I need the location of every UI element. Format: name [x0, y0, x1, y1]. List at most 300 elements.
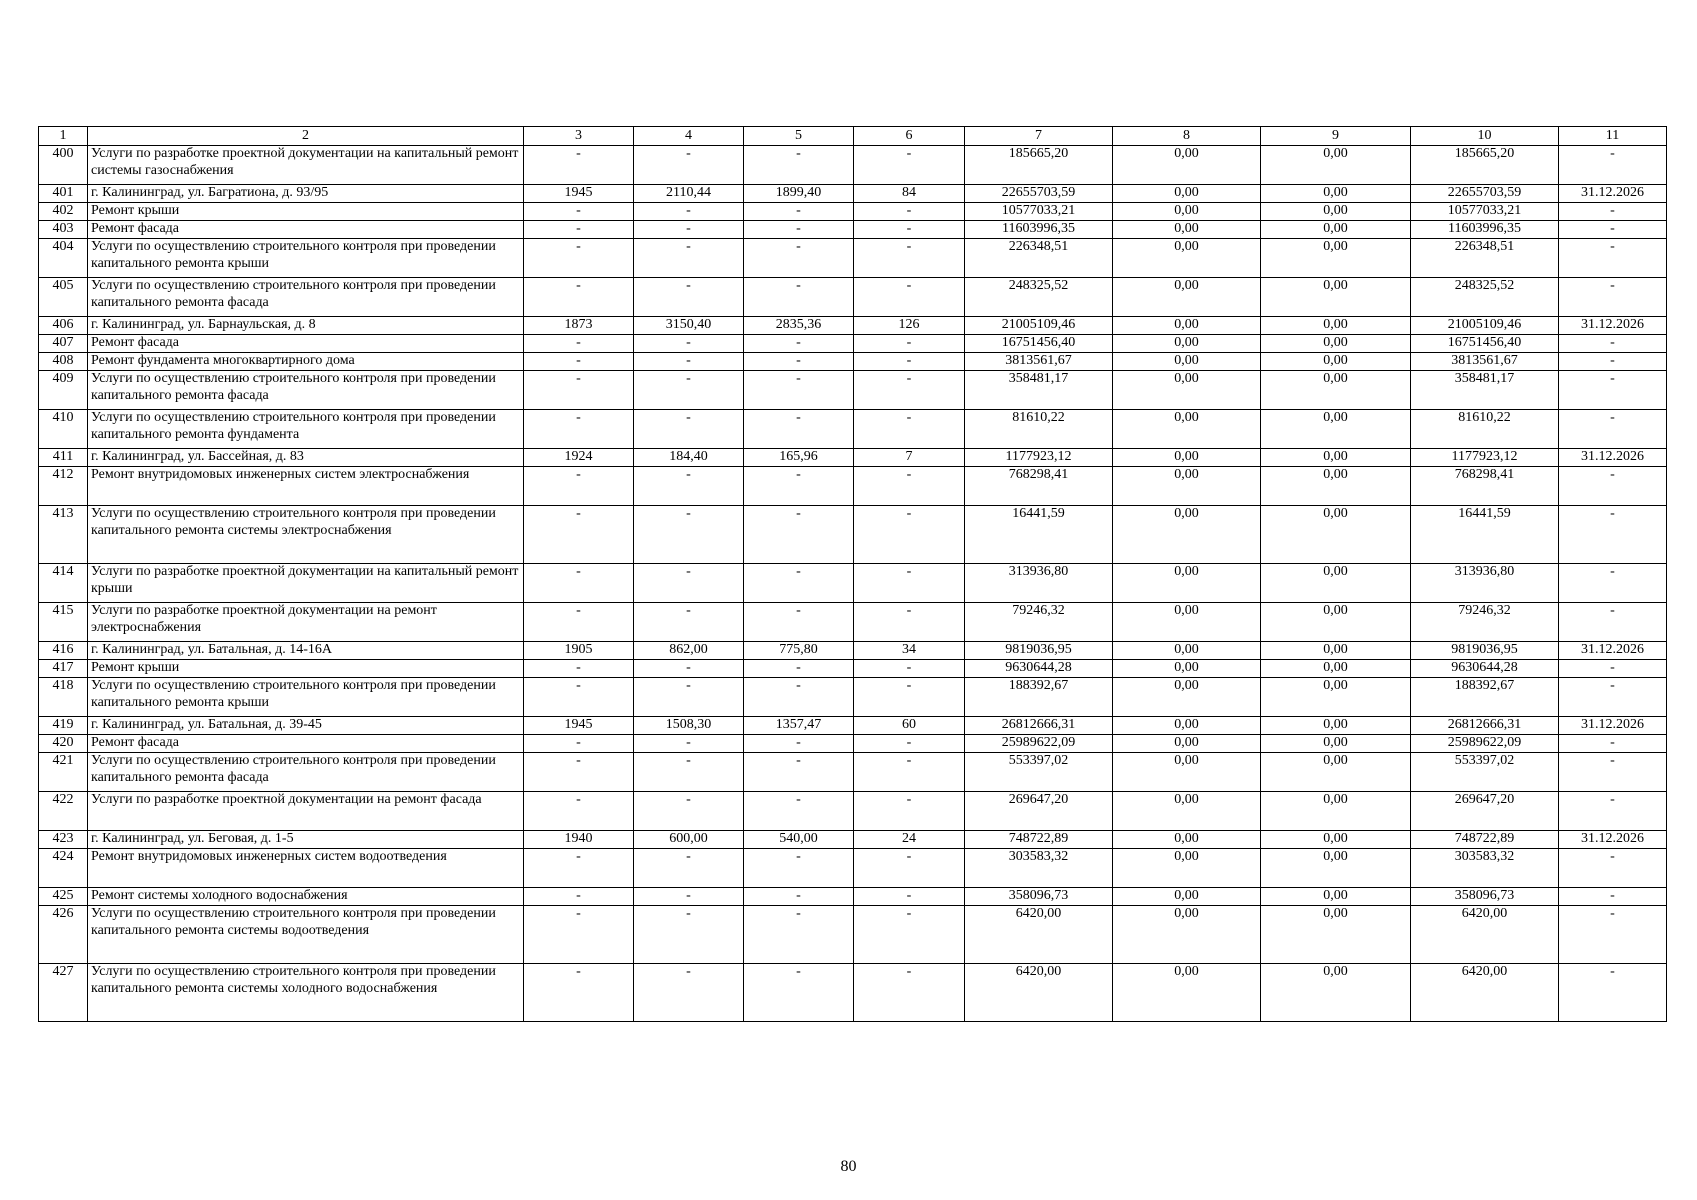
- deadline-cell: -: [1559, 888, 1667, 906]
- fund-cell: 0,00: [1113, 735, 1261, 753]
- residents-cell: -: [854, 849, 965, 888]
- owners-cell: 303583,32: [1411, 849, 1559, 888]
- year-cell: 1945: [524, 185, 634, 203]
- fund-cell: 0,00: [1113, 317, 1261, 335]
- description-cell: Услуги по осуществлению строительного контроля при проведении капитального ремонта системы водоотведения: [88, 906, 524, 964]
- owners-cell: 9819036,95: [1411, 642, 1559, 660]
- column-header: 4: [634, 127, 744, 146]
- description-cell: г. Калининград, ул. Батальная, д. 14-16А: [88, 642, 524, 660]
- cost-total-cell: 6420,00: [965, 906, 1113, 964]
- fund-cell: 0,00: [1113, 239, 1261, 278]
- description-cell: г. Калининград, ул. Багратиона, д. 93/95: [88, 185, 524, 203]
- area-living-cell: -: [744, 506, 854, 564]
- area-total-cell: -: [634, 221, 744, 239]
- cost-total-cell: 9630644,28: [965, 660, 1113, 678]
- column-header: 2: [88, 127, 524, 146]
- cost-total-cell: 81610,22: [965, 410, 1113, 449]
- year-cell: -: [524, 564, 634, 603]
- column-header: 7: [965, 127, 1113, 146]
- description-cell: Ремонт фасада: [88, 221, 524, 239]
- description-cell: Ремонт фасада: [88, 335, 524, 353]
- area-living-cell: 2835,36: [744, 317, 854, 335]
- area-living-cell: 775,80: [744, 642, 854, 660]
- budget-cell: 0,00: [1261, 660, 1411, 678]
- residents-cell: -: [854, 335, 965, 353]
- deadline-cell: 31.12.2026: [1559, 717, 1667, 735]
- fund-cell: 0,00: [1113, 906, 1261, 964]
- cost-total-cell: 269647,20: [965, 792, 1113, 831]
- residents-cell: 126: [854, 317, 965, 335]
- owners-cell: 269647,20: [1411, 792, 1559, 831]
- residents-cell: 7: [854, 449, 965, 467]
- year-cell: 1945: [524, 717, 634, 735]
- owners-cell: 11603996,35: [1411, 221, 1559, 239]
- area-living-cell: 540,00: [744, 831, 854, 849]
- residents-cell: -: [854, 888, 965, 906]
- table-row: [39, 221, 1667, 239]
- residents-cell: -: [854, 660, 965, 678]
- description-cell: Услуги по осуществлению строительного контроля при проведении капитального ремонта системы холодного водоснабжения: [88, 964, 524, 1022]
- table-row: [39, 678, 1667, 717]
- cost-total-cell: 185665,20: [965, 146, 1113, 185]
- table-row: [39, 467, 1667, 506]
- description-cell: Услуги по осуществлению строительного контроля при проведении капитального ремонта системы электроснабжения: [88, 506, 524, 564]
- fund-cell: 0,00: [1113, 203, 1261, 221]
- deadline-cell: -: [1559, 371, 1667, 410]
- description-cell: г. Калининград, ул. Барнаульская, д. 8: [88, 317, 524, 335]
- deadline-cell: 31.12.2026: [1559, 642, 1667, 660]
- year-cell: -: [524, 906, 634, 964]
- cost-total-cell: 22655703,59: [965, 185, 1113, 203]
- budget-cell: 0,00: [1261, 792, 1411, 831]
- year-cell: -: [524, 410, 634, 449]
- cost-total-cell: 358481,17: [965, 371, 1113, 410]
- deadline-cell: -: [1559, 753, 1667, 792]
- area-living-cell: -: [744, 888, 854, 906]
- year-cell: -: [524, 792, 634, 831]
- deadline-cell: -: [1559, 660, 1667, 678]
- residents-cell: -: [854, 467, 965, 506]
- owners-cell: 6420,00: [1411, 964, 1559, 1022]
- table-row: [39, 146, 1667, 185]
- area-total-cell: 862,00: [634, 642, 744, 660]
- deadline-cell: 31.12.2026: [1559, 831, 1667, 849]
- area-living-cell: -: [744, 146, 854, 185]
- owners-cell: 1177923,12: [1411, 449, 1559, 467]
- residents-cell: 60: [854, 717, 965, 735]
- cost-total-cell: 9819036,95: [965, 642, 1113, 660]
- owners-cell: 6420,00: [1411, 906, 1559, 964]
- area-total-cell: -: [634, 906, 744, 964]
- owners-cell: 21005109,46: [1411, 317, 1559, 335]
- residents-cell: 24: [854, 831, 965, 849]
- area-living-cell: 1899,40: [744, 185, 854, 203]
- row-number-cell: 423: [39, 831, 88, 849]
- row-number-cell: 411: [39, 449, 88, 467]
- budget-cell: 0,00: [1261, 449, 1411, 467]
- row-number-cell: 409: [39, 371, 88, 410]
- description-cell: Услуги по осуществлению строительного контроля при проведении капитального ремонта фасада: [88, 371, 524, 410]
- description-cell: Услуги по осуществлению строительного контроля при проведении капитального ремонта крыши: [88, 239, 524, 278]
- area-total-cell: -: [634, 146, 744, 185]
- owners-cell: 748722,89: [1411, 831, 1559, 849]
- residents-cell: -: [854, 964, 965, 1022]
- table-row: [39, 906, 1667, 964]
- owners-cell: 313936,80: [1411, 564, 1559, 603]
- description-cell: г. Калининград, ул. Беговая, д. 1-5: [88, 831, 524, 849]
- owners-cell: 25989622,09: [1411, 735, 1559, 753]
- area-total-cell: -: [634, 792, 744, 831]
- budget-cell: 0,00: [1261, 221, 1411, 239]
- year-cell: -: [524, 278, 634, 317]
- year-cell: -: [524, 467, 634, 506]
- cost-total-cell: 11603996,35: [965, 221, 1113, 239]
- deadline-cell: -: [1559, 221, 1667, 239]
- area-living-cell: -: [744, 371, 854, 410]
- year-cell: -: [524, 753, 634, 792]
- residents-cell: -: [854, 753, 965, 792]
- residents-cell: -: [854, 371, 965, 410]
- owners-cell: 248325,52: [1411, 278, 1559, 317]
- row-number-cell: 414: [39, 564, 88, 603]
- description-cell: Ремонт фасада: [88, 735, 524, 753]
- table-row: [39, 964, 1667, 1022]
- fund-cell: 0,00: [1113, 371, 1261, 410]
- area-living-cell: -: [744, 603, 854, 642]
- description-cell: Услуги по осуществлению строительного контроля при проведении капитального ремонта крыши: [88, 678, 524, 717]
- budget-cell: 0,00: [1261, 735, 1411, 753]
- area-total-cell: -: [634, 335, 744, 353]
- column-header: 5: [744, 127, 854, 146]
- year-cell: -: [524, 603, 634, 642]
- deadline-cell: -: [1559, 410, 1667, 449]
- year-cell: -: [524, 371, 634, 410]
- area-total-cell: -: [634, 964, 744, 1022]
- cost-total-cell: 226348,51: [965, 239, 1113, 278]
- owners-cell: 226348,51: [1411, 239, 1559, 278]
- residents-cell: 84: [854, 185, 965, 203]
- row-number-cell: 413: [39, 506, 88, 564]
- owners-cell: 22655703,59: [1411, 185, 1559, 203]
- fund-cell: 0,00: [1113, 449, 1261, 467]
- table-row: [39, 735, 1667, 753]
- budget-cell: 0,00: [1261, 603, 1411, 642]
- residents-cell: -: [854, 410, 965, 449]
- year-cell: -: [524, 849, 634, 888]
- cost-total-cell: 1177923,12: [965, 449, 1113, 467]
- fund-cell: 0,00: [1113, 753, 1261, 792]
- description-cell: Услуги по осуществлению строительного контроля при проведении капитального ремонта фасада: [88, 753, 524, 792]
- fund-cell: 0,00: [1113, 792, 1261, 831]
- deadline-cell: -: [1559, 335, 1667, 353]
- owners-cell: 16751456,40: [1411, 335, 1559, 353]
- row-number-cell: 402: [39, 203, 88, 221]
- cost-total-cell: 3813561,67: [965, 353, 1113, 371]
- area-total-cell: -: [634, 239, 744, 278]
- area-living-cell: -: [744, 660, 854, 678]
- table-row: [39, 371, 1667, 410]
- residents-cell: -: [854, 203, 965, 221]
- area-total-cell: -: [634, 753, 744, 792]
- budget-cell: 0,00: [1261, 185, 1411, 203]
- area-living-cell: -: [744, 964, 854, 1022]
- area-living-cell: -: [744, 564, 854, 603]
- deadline-cell: -: [1559, 467, 1667, 506]
- fund-cell: 0,00: [1113, 642, 1261, 660]
- year-cell: -: [524, 660, 634, 678]
- row-number-cell: 412: [39, 467, 88, 506]
- deadline-cell: -: [1559, 964, 1667, 1022]
- table-row: [39, 753, 1667, 792]
- area-living-cell: -: [744, 849, 854, 888]
- budget-cell: 0,00: [1261, 278, 1411, 317]
- area-living-cell: -: [744, 335, 854, 353]
- fund-cell: 0,00: [1113, 849, 1261, 888]
- deadline-cell: -: [1559, 203, 1667, 221]
- cost-total-cell: 313936,80: [965, 564, 1113, 603]
- table-header-row: [39, 127, 1667, 146]
- fund-cell: 0,00: [1113, 660, 1261, 678]
- fund-cell: 0,00: [1113, 353, 1261, 371]
- area-total-cell: -: [634, 888, 744, 906]
- deadline-cell: -: [1559, 678, 1667, 717]
- area-total-cell: 184,40: [634, 449, 744, 467]
- residents-cell: -: [854, 278, 965, 317]
- table-row: [39, 564, 1667, 603]
- deadline-cell: -: [1559, 239, 1667, 278]
- area-living-cell: -: [744, 735, 854, 753]
- table-row: [39, 849, 1667, 888]
- residents-cell: -: [854, 239, 965, 278]
- cost-total-cell: 79246,32: [965, 603, 1113, 642]
- budget-cell: 0,00: [1261, 146, 1411, 185]
- table-row: [39, 717, 1667, 735]
- row-number-cell: 403: [39, 221, 88, 239]
- table-row: [39, 449, 1667, 467]
- row-number-cell: 410: [39, 410, 88, 449]
- area-total-cell: 600,00: [634, 831, 744, 849]
- residents-cell: -: [854, 603, 965, 642]
- budget-cell: 0,00: [1261, 717, 1411, 735]
- row-number-cell: 404: [39, 239, 88, 278]
- budget-cell: 0,00: [1261, 353, 1411, 371]
- year-cell: -: [524, 146, 634, 185]
- table-row: [39, 203, 1667, 221]
- area-living-cell: -: [744, 678, 854, 717]
- description-cell: Ремонт системы холодного водоснабжения: [88, 888, 524, 906]
- budget-cell: 0,00: [1261, 964, 1411, 1022]
- area-living-cell: -: [744, 792, 854, 831]
- row-number-cell: 427: [39, 964, 88, 1022]
- table-row: [39, 792, 1667, 831]
- fund-cell: 0,00: [1113, 717, 1261, 735]
- column-header: 11: [1559, 127, 1667, 146]
- budget-cell: 0,00: [1261, 906, 1411, 964]
- cost-total-cell: 16751456,40: [965, 335, 1113, 353]
- table-row: [39, 353, 1667, 371]
- cost-total-cell: 768298,41: [965, 467, 1113, 506]
- residents-cell: -: [854, 906, 965, 964]
- year-cell: -: [524, 353, 634, 371]
- fund-cell: 0,00: [1113, 410, 1261, 449]
- budget-cell: 0,00: [1261, 831, 1411, 849]
- area-total-cell: -: [634, 203, 744, 221]
- description-cell: Услуги по разработке проектной документации на капитальный ремонт системы газоснабжения: [88, 146, 524, 185]
- budget-cell: 0,00: [1261, 849, 1411, 888]
- column-header: 9: [1261, 127, 1411, 146]
- data-table: [38, 126, 1667, 1022]
- year-cell: -: [524, 678, 634, 717]
- row-number-cell: 415: [39, 603, 88, 642]
- row-number-cell: 424: [39, 849, 88, 888]
- table-row: [39, 642, 1667, 660]
- owners-cell: 79246,32: [1411, 603, 1559, 642]
- description-cell: Ремонт фундамента многоквартирного дома: [88, 353, 524, 371]
- page-number: 80: [840, 1158, 857, 1175]
- residents-cell: -: [854, 792, 965, 831]
- area-total-cell: -: [634, 278, 744, 317]
- owners-cell: 185665,20: [1411, 146, 1559, 185]
- column-header: 6: [854, 127, 965, 146]
- deadline-cell: -: [1559, 146, 1667, 185]
- description-cell: г. Калининград, ул. Батальная, д. 39-45: [88, 717, 524, 735]
- column-header: 8: [1113, 127, 1261, 146]
- fund-cell: 0,00: [1113, 221, 1261, 239]
- table-row: [39, 888, 1667, 906]
- area-total-cell: 2110,44: [634, 185, 744, 203]
- cost-total-cell: 303583,32: [965, 849, 1113, 888]
- deadline-cell: -: [1559, 735, 1667, 753]
- fund-cell: 0,00: [1113, 678, 1261, 717]
- area-total-cell: -: [634, 467, 744, 506]
- cost-total-cell: 25989622,09: [965, 735, 1113, 753]
- budget-cell: 0,00: [1261, 888, 1411, 906]
- table-row: [39, 506, 1667, 564]
- budget-cell: 0,00: [1261, 506, 1411, 564]
- area-living-cell: 1357,47: [744, 717, 854, 735]
- residents-cell: -: [854, 506, 965, 564]
- cost-total-cell: 553397,02: [965, 753, 1113, 792]
- fund-cell: 0,00: [1113, 564, 1261, 603]
- cost-total-cell: 748722,89: [965, 831, 1113, 849]
- owners-cell: 81610,22: [1411, 410, 1559, 449]
- row-number-cell: 426: [39, 906, 88, 964]
- residents-cell: 34: [854, 642, 965, 660]
- area-living-cell: -: [744, 753, 854, 792]
- area-living-cell: -: [744, 278, 854, 317]
- area-living-cell: 165,96: [744, 449, 854, 467]
- area-total-cell: -: [634, 735, 744, 753]
- residents-cell: -: [854, 735, 965, 753]
- year-cell: -: [524, 964, 634, 1022]
- row-number-cell: 418: [39, 678, 88, 717]
- budget-cell: 0,00: [1261, 239, 1411, 278]
- budget-cell: 0,00: [1261, 410, 1411, 449]
- description-cell: Услуги по разработке проектной документации на ремонт фасада: [88, 792, 524, 831]
- table-row: [39, 239, 1667, 278]
- year-cell: -: [524, 735, 634, 753]
- year-cell: -: [524, 239, 634, 278]
- residents-cell: -: [854, 564, 965, 603]
- description-cell: Услуги по разработке проектной документации на ремонт электроснабжения: [88, 603, 524, 642]
- description-cell: Ремонт крыши: [88, 203, 524, 221]
- year-cell: -: [524, 335, 634, 353]
- deadline-cell: -: [1559, 506, 1667, 564]
- description-cell: Услуги по разработке проектной документации на капитальный ремонт крыши: [88, 564, 524, 603]
- description-cell: Услуги по осуществлению строительного контроля при проведении капитального ремонта фундамента: [88, 410, 524, 449]
- area-total-cell: -: [634, 660, 744, 678]
- owners-cell: 10577033,21: [1411, 203, 1559, 221]
- owners-cell: 358481,17: [1411, 371, 1559, 410]
- area-total-cell: -: [634, 603, 744, 642]
- budget-cell: 0,00: [1261, 371, 1411, 410]
- cost-total-cell: 248325,52: [965, 278, 1113, 317]
- fund-cell: 0,00: [1113, 964, 1261, 1022]
- fund-cell: 0,00: [1113, 467, 1261, 506]
- row-number-cell: 406: [39, 317, 88, 335]
- year-cell: 1905: [524, 642, 634, 660]
- cost-total-cell: 26812666,31: [965, 717, 1113, 735]
- row-number-cell: 401: [39, 185, 88, 203]
- table-row: [39, 335, 1667, 353]
- area-total-cell: -: [634, 371, 744, 410]
- owners-cell: 188392,67: [1411, 678, 1559, 717]
- deadline-cell: -: [1559, 564, 1667, 603]
- description-cell: г. Калининград, ул. Бассейная, д. 83: [88, 449, 524, 467]
- deadline-cell: -: [1559, 353, 1667, 371]
- owners-cell: 9630644,28: [1411, 660, 1559, 678]
- year-cell: -: [524, 203, 634, 221]
- row-number-cell: 420: [39, 735, 88, 753]
- deadline-cell: 31.12.2026: [1559, 317, 1667, 335]
- deadline-cell: 31.12.2026: [1559, 185, 1667, 203]
- fund-cell: 0,00: [1113, 888, 1261, 906]
- cost-total-cell: 16441,59: [965, 506, 1113, 564]
- owners-cell: 358096,73: [1411, 888, 1559, 906]
- fund-cell: 0,00: [1113, 831, 1261, 849]
- area-living-cell: -: [744, 221, 854, 239]
- area-living-cell: -: [744, 467, 854, 506]
- owners-cell: 26812666,31: [1411, 717, 1559, 735]
- cost-total-cell: 10577033,21: [965, 203, 1113, 221]
- fund-cell: 0,00: [1113, 603, 1261, 642]
- year-cell: 1940: [524, 831, 634, 849]
- fund-cell: 0,00: [1113, 185, 1261, 203]
- deadline-cell: -: [1559, 849, 1667, 888]
- table-row: [39, 278, 1667, 317]
- year-cell: -: [524, 888, 634, 906]
- cost-total-cell: 6420,00: [965, 964, 1113, 1022]
- fund-cell: 0,00: [1113, 335, 1261, 353]
- area-living-cell: -: [744, 353, 854, 371]
- area-total-cell: -: [634, 678, 744, 717]
- year-cell: -: [524, 506, 634, 564]
- area-total-cell: -: [634, 506, 744, 564]
- deadline-cell: -: [1559, 278, 1667, 317]
- year-cell: 1924: [524, 449, 634, 467]
- area-living-cell: -: [744, 203, 854, 221]
- area-total-cell: 3150,40: [634, 317, 744, 335]
- area-living-cell: -: [744, 239, 854, 278]
- description-cell: Ремонт внутридомовых инженерных систем водоотведения: [88, 849, 524, 888]
- area-living-cell: -: [744, 906, 854, 964]
- budget-cell: 0,00: [1261, 678, 1411, 717]
- residents-cell: -: [854, 353, 965, 371]
- table-row: [39, 831, 1667, 849]
- description-cell: Ремонт внутридомовых инженерных систем электроснабжения: [88, 467, 524, 506]
- owners-cell: 3813561,67: [1411, 353, 1559, 371]
- owners-cell: 16441,59: [1411, 506, 1559, 564]
